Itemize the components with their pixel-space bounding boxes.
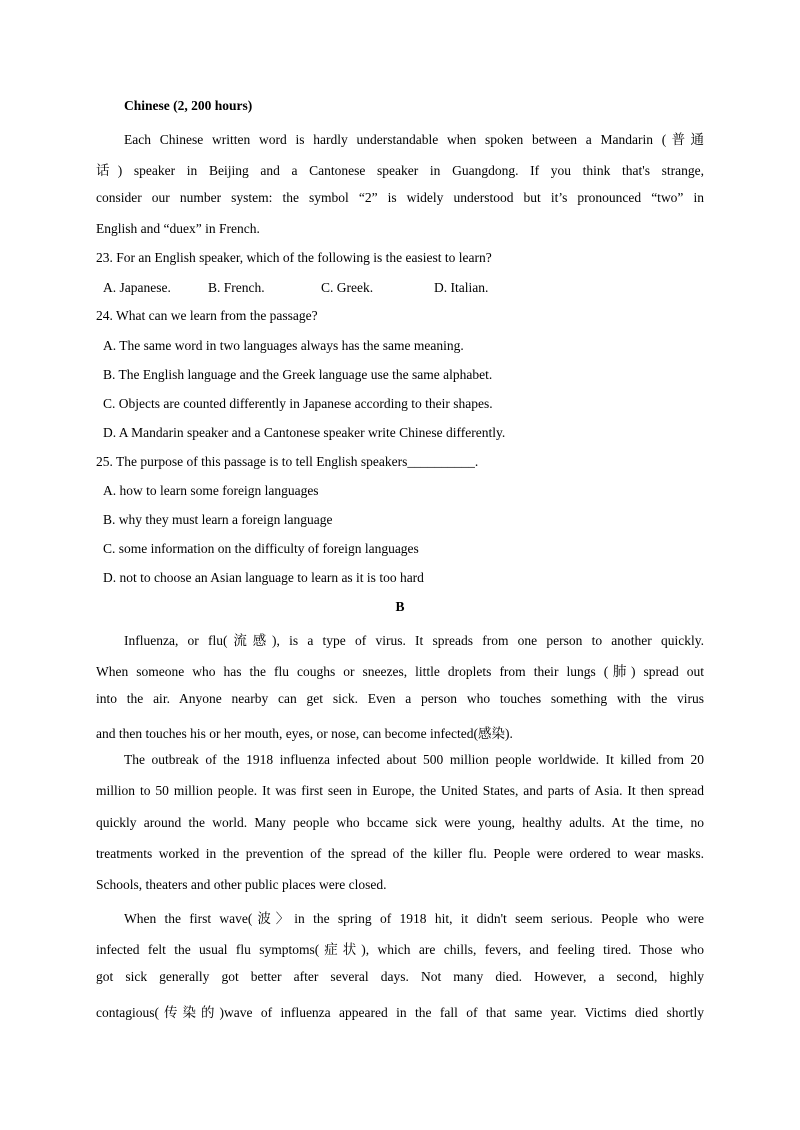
option: C. Greek. (321, 280, 374, 295)
option: C. Objects are counted differently in Japanese according to their shapes. (103, 396, 493, 411)
question-stem: 24. What can we learn from the passage? (96, 308, 318, 323)
paragraph-line: 话) speaker in Beijing and a Cantonese speaker in Guangdong. If you think that's strange, (96, 163, 704, 178)
paragraph-line: Schools, theaters and other public places were closed. (96, 877, 387, 892)
paragraph-line: When someone who has the flu coughs or sneezes, little droplets from their lungs (肺) spread out (96, 664, 704, 679)
paragraph-line: and then touches his or her mouth, eyes, or nose, can become infected(感染). (96, 726, 513, 741)
option: D. A Mandarin speaker and a Cantonese speaker write Chinese differently. (103, 425, 506, 440)
paragraph-line: Each Chinese written word is hardly understandable when spoken between a Mandarin (普通 (124, 132, 704, 147)
paragraph-line: quickly around the world. Many people who bccame sick were young, healthy adults. At the time, no (96, 815, 704, 830)
option: D. not to choose an Asian language to learn as it is too hard (103, 570, 424, 585)
paragraph-line: got sick generally got better after several days. Not many died. However, a second, highly (96, 969, 704, 984)
option: B. The English language and the Greek language use the same alphabet. (103, 367, 493, 382)
paragraph-line: Influenza, or flu(流感), is a type of virus. It spreads from one person to another quickly. (124, 633, 704, 648)
option: B. why they must learn a foreign language (103, 512, 333, 527)
question-options (103, 280, 488, 296)
option: C. some information on the difficulty of foreign languages (103, 541, 419, 556)
option: A. how to learn some foreign languages (103, 483, 319, 498)
paragraph-line: The outbreak of the 1918 influenza infected about 500 million people worldwide. It killed from 20 (124, 752, 704, 767)
paragraph-line: consider our number system: the symbol “2” is widely understood but it’s pronounced “two” in (96, 190, 704, 205)
question-stem: 23. For an English speaker, which of the following is the easiest to learn? (96, 250, 492, 265)
section-heading-b: B (395, 599, 405, 614)
option: D. Italian. (434, 280, 489, 295)
paragraph-line: When the first wave(波〉in the spring of 1918 hit, it didn't seem serious. People who were (124, 911, 704, 926)
option: A. The same word in two languages always has the same meaning. (103, 338, 464, 353)
section-heading-chinese: Chinese (2, 200 hours) (124, 98, 253, 113)
paragraph-line: infected felt the usual flu symptoms(症状), which are chills, fevers, and feeling tired. Those who (96, 942, 704, 957)
paragraph-line: contagious(传染的)wave of influenza appeared in the fall of that same year. Victims died shortly (96, 1005, 704, 1020)
paragraph-line: into the air. Anyone nearby can get sick. Even a person who touches something with the virus (96, 691, 704, 706)
option: B. French. (208, 280, 265, 295)
question-stem: 25. The purpose of this passage is to tell English speakers__________. (96, 454, 479, 469)
paragraph-line: million to 50 million people. It was first seen in Europe, the United States, and parts of Asia. It then spread (96, 783, 704, 798)
option: A. Japanese. (103, 280, 171, 295)
paragraph-line: treatments worked in the prevention of the spread of the killer flu. People were ordered to wear masks. (96, 846, 704, 861)
paragraph-line: English and “duex” in French. (96, 221, 260, 236)
